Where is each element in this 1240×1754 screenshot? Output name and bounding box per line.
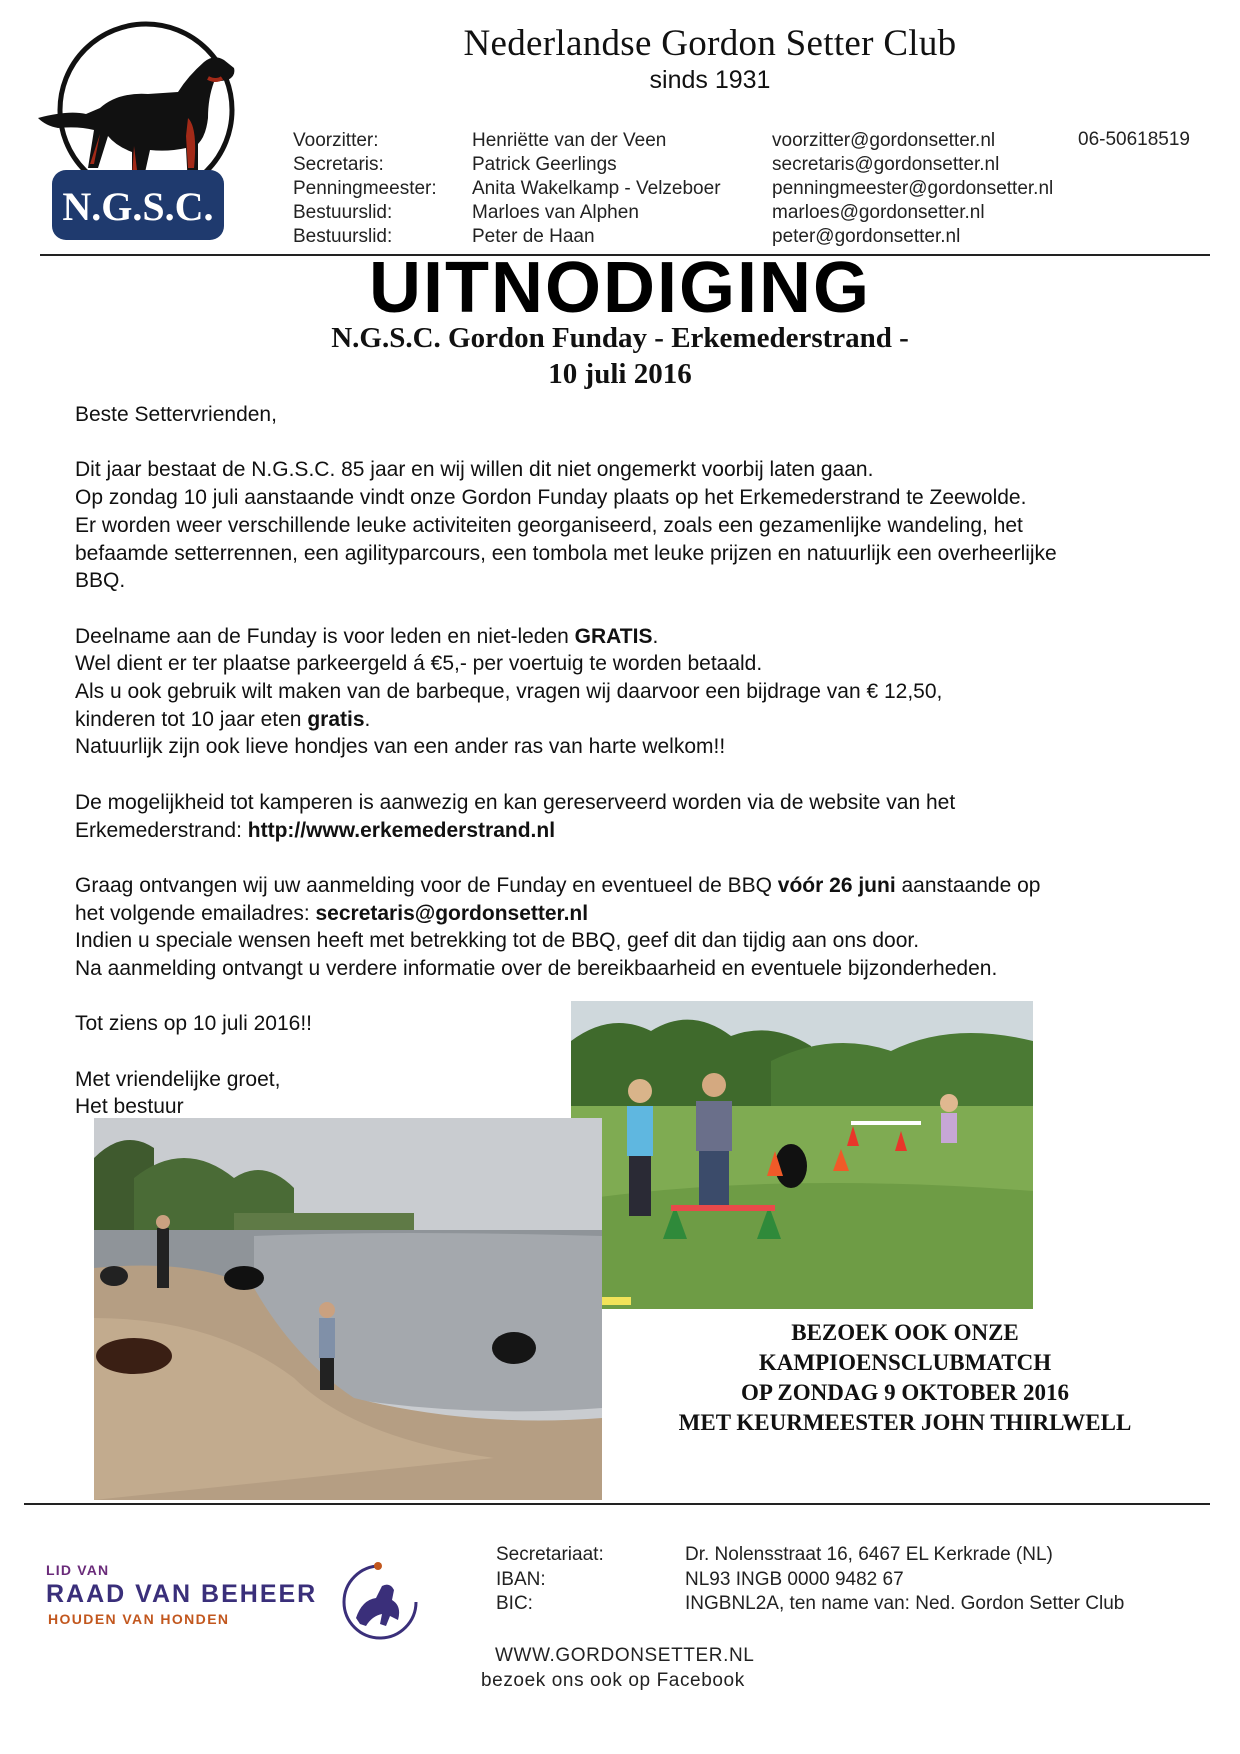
- footer-divider: [24, 1503, 1210, 1505]
- rvb-member-label: LID VAN: [46, 1562, 110, 1578]
- deadline-highlight: vóór 26 juni: [777, 873, 896, 897]
- championship-line: BEZOEK OOK ONZE: [791, 1320, 1019, 1345]
- footer-value: NL93 INGB 0000 9482 67: [685, 1568, 904, 1590]
- board-names: [472, 129, 772, 249]
- board-name: Anita Wakelkamp - Velzeboer: [472, 178, 721, 199]
- event-date: 10 juli 2016: [548, 358, 692, 390]
- board-name: Marloes van Alphen: [472, 202, 639, 223]
- free-highlight: GRATIS: [574, 624, 653, 648]
- footer-value: INGBNL2A, ten name van: Ned. Gordon Setter Club: [685, 1593, 1125, 1614]
- greeting: Beste Settervrienden,: [75, 403, 277, 426]
- board-emails: [772, 129, 1072, 249]
- body-line: Als u ook gebruik wilt maken van de barbeque, vragen wij daarvoor een bijdrage van € 12,50,: [75, 680, 943, 703]
- board-name: Patrick Geerlings: [472, 154, 617, 175]
- body-line: Erkemederstrand: http://www.erkemederstrand.nl: [75, 818, 556, 842]
- page-title: UITNODIGING: [369, 248, 871, 328]
- board-email[interactable]: penningmeester@gordonsetter.nl: [772, 178, 1054, 199]
- championship-line: OP ZONDAG 9 OKTOBER 2016: [740, 1380, 1069, 1405]
- championship-notice: [620, 1318, 1190, 1438]
- registration-email-link[interactable]: secretaris@gordonsetter.nl: [315, 901, 589, 925]
- body-line: Natuurlijk zijn ook lieve hondjes van een ander ras van harte welkom!!: [75, 735, 726, 759]
- closing: Tot ziens op 10 juli 2016!!: [75, 1012, 312, 1036]
- camping-website-link[interactable]: http://www.erkemederstrand.nl: [247, 818, 556, 842]
- regards: Met vriendelijke groet,: [75, 1067, 281, 1091]
- body-line: De mogelijkheid tot kamperen is aanwezig en kan gereserveerd worden via de website van het: [75, 790, 956, 814]
- footer-label: IBAN:: [496, 1568, 546, 1590]
- body-line: befaamde setterrennen, een agilityparcours, een tombola met leuke prijzen en natuurlijk een overheerlijke: [75, 541, 1057, 565]
- body-line: Wel dient er ter plaatse parkeergeld á €5,- per voertuig te worden betaald.: [75, 652, 763, 676]
- rvb-name: RAAD VAN BEHEER: [46, 1580, 318, 1608]
- footer-label: Secretariaat:: [496, 1544, 604, 1565]
- logo-text: N.G.S.C.: [62, 184, 214, 229]
- payment-labels: [496, 1543, 656, 1617]
- ngsc-logo: [38, 18, 238, 250]
- board-email[interactable]: peter@gordonsetter.nl: [772, 226, 961, 247]
- body-line: BBQ.: [75, 569, 126, 593]
- board-role: Penningmeester:: [293, 178, 437, 199]
- championship-line: KAMPIOENSCLUBMATCH: [758, 1350, 1052, 1375]
- body-line: Na aanmelding ontvangt u verdere informatie over de bereikbaarheid en eventuele bijzonderheden.: [75, 957, 998, 980]
- free-highlight: gratis: [307, 707, 365, 731]
- body-line: het volgende emailadres: secretaris@gordonsetter.nl: [75, 901, 589, 925]
- event-subtitle: N.G.S.C. Gordon Funday - Erkemederstrand -: [331, 322, 909, 354]
- club-name: Nederlandse Gordon Setter Club: [463, 23, 957, 64]
- board-role: Bestuurslid:: [293, 202, 393, 223]
- board-email[interactable]: voorzitter@gordonsetter.nl: [772, 130, 996, 151]
- championship-line: MET KEURMEESTER JOHN THIRLWELL: [678, 1410, 1132, 1435]
- payment-values: [685, 1543, 1205, 1617]
- signature: Het bestuur: [75, 1095, 184, 1119]
- gordon-setter-logo-icon: [38, 18, 238, 250]
- footer-value: Dr. Nolensstraat 16, 6467 EL Kerkrade (NL): [685, 1544, 1053, 1565]
- agility-photo-image: [571, 1001, 1033, 1309]
- rvb-dog-emblem-icon: [338, 1560, 422, 1642]
- board-roles: [293, 129, 463, 249]
- agility-photo: [571, 1001, 1033, 1309]
- board-name: Henriëtte van der Veen: [472, 130, 667, 151]
- board-name: Peter de Haan: [472, 226, 595, 247]
- board-role: Secretaris:: [293, 154, 384, 175]
- body-line: kinderen tot 10 jaar eten gratis.: [75, 707, 371, 731]
- body-line: Dit jaar bestaat de N.G.S.C. 85 jaar en wij willen dit niet ongemerkt voorbij laten gaan.: [75, 458, 874, 482]
- body-line: Er worden weer verschillende leuke activiteiten georganiseerd, zoals een gezamenlijke wandeling, het: [75, 513, 1023, 537]
- body-line: Op zondag 10 juli aanstaande vindt onze Gordon Funday plaats op het Erkemederstrand te Zeewolde.: [75, 486, 1027, 510]
- facebook-note: bezoek ons ook op Facebook: [481, 1670, 745, 1691]
- rvb-tagline: HOUDEN VAN HONDEN: [48, 1611, 230, 1627]
- footer-label: BIC:: [496, 1593, 533, 1614]
- website-link[interactable]: WWW.GORDONSETTER.NL: [495, 1645, 755, 1666]
- club-since: sinds 1931: [649, 66, 771, 94]
- body-line: Indien u speciale wensen heeft met betrekking tot de BBQ, geef dit dan tijdig aan ons door.: [75, 929, 920, 953]
- body-line: Graag ontvangen wij uw aanmelding voor de Funday en eventueel de BBQ vóór 26 juni aanstaande op: [75, 873, 1041, 897]
- board-phone: 06-50618519: [1078, 129, 1190, 150]
- body-line: Deelname aan de Funday is voor leden en niet-leden GRATIS.: [75, 624, 659, 648]
- beach-photo-image: [94, 1118, 602, 1500]
- board-email[interactable]: secretaris@gordonsetter.nl: [772, 154, 1000, 175]
- board-role: Bestuurslid:: [293, 226, 393, 247]
- board-role: Voorzitter:: [293, 130, 379, 151]
- beach-photo: [94, 1118, 602, 1500]
- board-email[interactable]: marloes@gordonsetter.nl: [772, 202, 985, 223]
